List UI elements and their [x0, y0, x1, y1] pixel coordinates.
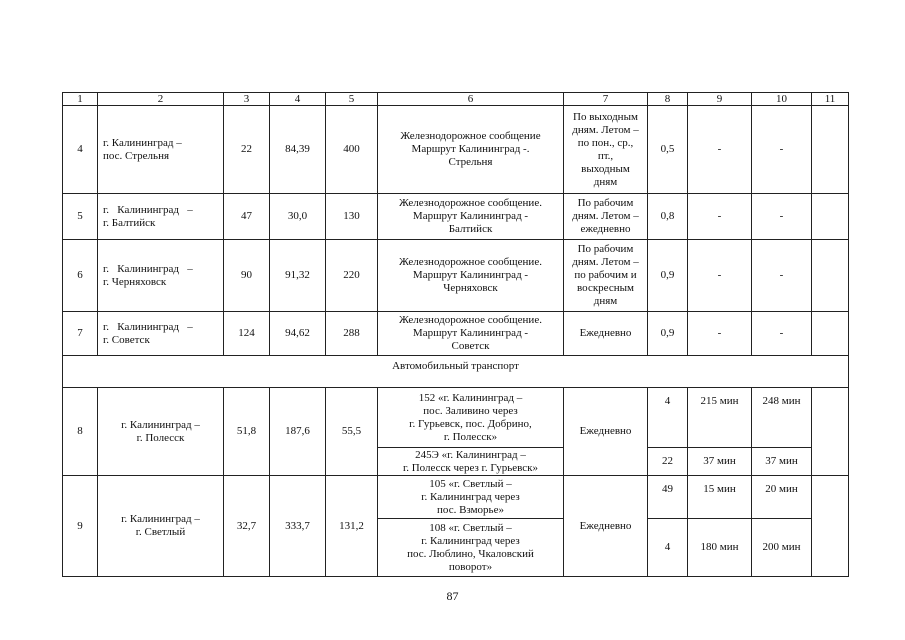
cell: 84,39 — [270, 106, 326, 194]
text-line: Ежедневно — [579, 327, 632, 339]
cell: 180 мин — [688, 519, 752, 577]
route-name — [98, 106, 224, 194]
route-description — [378, 240, 564, 312]
text-line: пт., — [597, 149, 614, 162]
transport-table — [62, 92, 849, 577]
cell: - — [688, 312, 752, 356]
header-cell: 10 — [752, 93, 812, 106]
header-cell: 8 — [648, 93, 688, 106]
cell: 37 мин — [688, 448, 752, 476]
text-line: 245Э «г. Калининград – — [415, 448, 526, 461]
header-cell: 11 — [812, 93, 849, 106]
header-cell: 1 — [63, 93, 98, 106]
cell: 288 — [326, 312, 378, 356]
empty-cell — [812, 476, 849, 577]
text-line: Маршрут Калининград - — [412, 269, 529, 281]
text-line: дням. Летом – — [572, 123, 639, 136]
cell: 4 — [648, 519, 688, 577]
text-line: г. Полесск» — [443, 430, 498, 443]
text-line: 108 «г. Светлый – — [429, 521, 512, 534]
text-line: пос. Стрельня — [103, 149, 170, 162]
text-line: пос. Взморье» — [437, 503, 504, 516]
text-line: г. Калининград – — [103, 262, 193, 275]
text-line: дням. Летом – — [572, 256, 639, 268]
cell: 22 — [648, 448, 688, 476]
route-description — [378, 194, 564, 240]
text-line: Маршрут Калининград - — [412, 327, 529, 339]
route-description — [378, 388, 564, 448]
text-line: г. Гурьевск, пос. Добрино, — [409, 417, 532, 430]
text-line: По выходным — [573, 110, 638, 123]
section-title: Автомобильный транспорт — [63, 356, 849, 388]
cell: 32,7 — [224, 476, 270, 577]
empty-cell — [812, 388, 849, 476]
text-line: г. Калининград через — [421, 534, 520, 547]
cell: 333,7 — [270, 476, 326, 577]
text-line: дням — [593, 295, 618, 307]
text-line: Железнодорожное сообщение. — [399, 256, 542, 268]
cell: 47 — [224, 194, 270, 240]
schedule — [564, 312, 648, 356]
header-cell: 7 — [564, 93, 648, 106]
cell: 55,5 — [326, 388, 378, 476]
cell: - — [688, 194, 752, 240]
cell: 94,62 — [270, 312, 326, 356]
text-line: г. Калининград через — [421, 490, 520, 503]
empty-cell — [812, 240, 849, 312]
text-line: Маршрут Калининград -. — [411, 143, 530, 155]
schedule — [564, 194, 648, 240]
section-row — [63, 356, 849, 388]
cell: 131,2 — [326, 476, 378, 577]
route-description — [378, 448, 564, 476]
text-line: г. Калининград – — [103, 203, 193, 216]
table-row — [63, 388, 849, 448]
row-number: 4 — [63, 106, 98, 194]
empty-cell — [812, 194, 849, 240]
header-cell: 4 — [270, 93, 326, 106]
text-line: г. Калининград – — [103, 320, 193, 333]
text-line: воскресным — [577, 282, 634, 294]
text-line: г. Калининград – — [121, 513, 200, 525]
text-line: По рабочим — [577, 243, 634, 255]
row-number: 7 — [63, 312, 98, 356]
cell: 215 мин — [688, 388, 752, 448]
route-description — [378, 519, 564, 577]
schedule — [564, 240, 648, 312]
cell: 30,0 — [270, 194, 326, 240]
route-name — [98, 388, 224, 476]
text-line: Маршрут Калининград - — [412, 210, 529, 222]
cell: 187,6 — [270, 388, 326, 476]
text-line: дням — [593, 175, 618, 188]
cell: 91,32 — [270, 240, 326, 312]
header-cell: 9 — [688, 93, 752, 106]
row-number: 9 — [63, 476, 98, 577]
cell: 0,9 — [648, 240, 688, 312]
cell: 51,8 — [224, 388, 270, 476]
route-description — [378, 106, 564, 194]
schedule: Ежедневно — [564, 388, 648, 476]
header-cell: 5 — [326, 93, 378, 106]
text-line: Железнодорожное сообщение. — [399, 197, 542, 209]
text-line: Советск — [451, 340, 490, 352]
text-line: г. Черняховск — [103, 275, 167, 288]
cell: 400 — [326, 106, 378, 194]
table-row — [63, 106, 849, 194]
text-line: дням. Летом – — [572, 210, 639, 222]
text-line: г. Калининград – — [103, 136, 182, 149]
cell: - — [752, 194, 812, 240]
cell: 248 мин — [752, 388, 812, 448]
text-line: 152 «г. Калининград – — [418, 391, 523, 404]
route-description — [378, 476, 564, 519]
cell: 90 — [224, 240, 270, 312]
text-line: по рабочим и — [574, 269, 637, 281]
header-cell: 3 — [224, 93, 270, 106]
row-number: 5 — [63, 194, 98, 240]
text-line: г. Светлый — [135, 526, 186, 538]
text-line: г. Советск — [103, 333, 150, 346]
cell: 130 — [326, 194, 378, 240]
header-cell: 6 — [378, 93, 564, 106]
route-name — [98, 240, 224, 312]
text-line: Стрельня — [448, 156, 493, 168]
cell: 20 мин — [752, 476, 812, 519]
route-name — [98, 194, 224, 240]
route-name — [98, 312, 224, 356]
header-row — [63, 93, 849, 106]
cell: - — [688, 240, 752, 312]
text-line: По рабочим — [577, 197, 634, 209]
cell: 4 — [648, 388, 688, 448]
text-line: Балтийск — [448, 223, 493, 235]
cell: - — [688, 106, 752, 194]
text-line: 105 «г. Светлый – — [429, 477, 512, 490]
schedule: Ежедневно — [564, 476, 648, 577]
cell: 0,5 — [648, 106, 688, 194]
cell: 0,9 — [648, 312, 688, 356]
cell: 200 мин — [752, 519, 812, 577]
text-line: выходным — [581, 162, 630, 175]
text-line: г. Полесск — [136, 431, 185, 444]
text-line: Черняховск — [443, 282, 498, 294]
page-number: 87 — [446, 589, 459, 603]
cell: 15 мин — [688, 476, 752, 519]
text-line: по пон., ср., — [577, 136, 634, 149]
text-line: Железнодорожное сообщение. — [399, 314, 542, 326]
table-row — [63, 312, 849, 356]
cell: 220 — [326, 240, 378, 312]
header-cell: 2 — [98, 93, 224, 106]
table-row — [63, 476, 849, 519]
cell: 49 — [648, 476, 688, 519]
text-line: пос. Заливино через — [423, 404, 518, 417]
cell: 22 — [224, 106, 270, 194]
row-number: 8 — [63, 388, 98, 476]
empty-cell — [812, 312, 849, 356]
row-number: 6 — [63, 240, 98, 312]
route-description — [378, 312, 564, 356]
cell: - — [752, 106, 812, 194]
text-line: г. Калининград – — [121, 418, 200, 431]
cell: - — [752, 240, 812, 312]
table-row — [63, 240, 849, 312]
cell: 124 — [224, 312, 270, 356]
schedule — [564, 106, 648, 194]
text-line: поворот» — [448, 560, 493, 573]
empty-cell — [812, 106, 849, 194]
cell: 37 мин — [752, 448, 812, 476]
text-line: г. Балтийск — [103, 216, 156, 229]
table-row — [63, 194, 849, 240]
route-name — [98, 476, 224, 577]
text-line: Железнодорожное сообщение — [400, 130, 541, 142]
text-line: пос. Люблино, Чкаловский — [407, 547, 534, 560]
text-line: ежедневно — [580, 223, 631, 235]
cell: 0,8 — [648, 194, 688, 240]
text-line: г. Полесск через г. Гурьевск» — [402, 461, 539, 474]
cell: - — [752, 312, 812, 356]
